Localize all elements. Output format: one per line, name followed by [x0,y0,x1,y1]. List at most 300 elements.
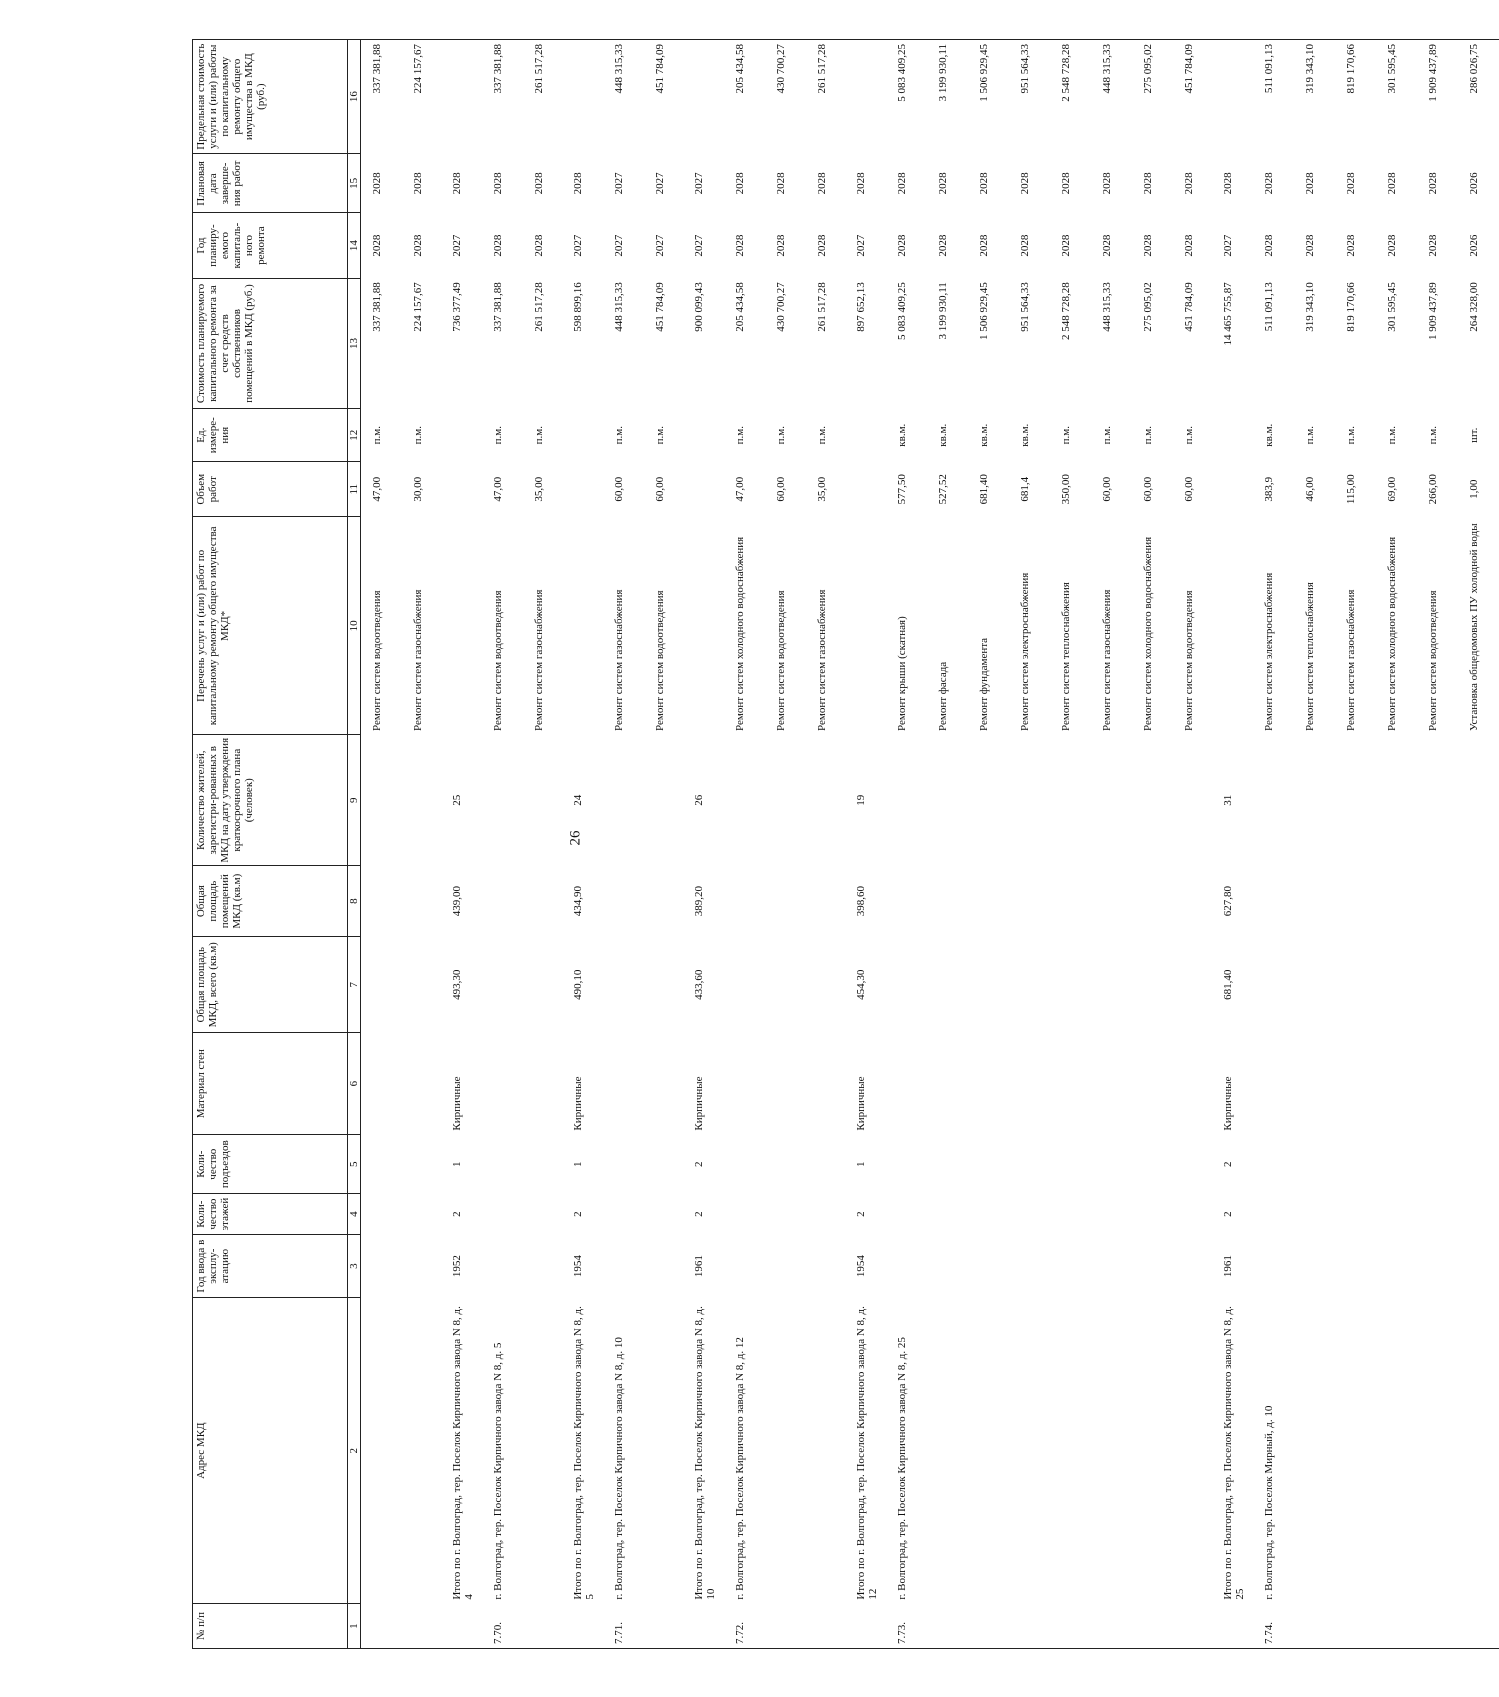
work-volume-cell: 47,00 [492,476,504,502]
work-type-cell: Ремонт систем газоснабжения [1345,589,1357,731]
wall-material-cell: Кирпичные [572,1076,584,1131]
unit-cell: шт. [1468,427,1480,443]
header-cell: № п/п [193,1604,348,1649]
floors-cell [1253,1194,1294,1235]
residents-cell: 31 [1222,794,1234,806]
row-number: 7.74. [1253,1604,1294,1649]
residents-cell [1417,735,1458,866]
total-area-cell [1376,937,1417,1033]
table-row [402,40,443,1649]
floors-cell [482,1194,523,1235]
completion-date-cell: 2028 [937,172,949,195]
table-row [361,40,403,1649]
entrances-cell: 2 [1222,1161,1234,1167]
max-cost-cell: 337 381,88 [482,40,523,154]
row-number: 7.72. [724,1604,765,1649]
residents-cell [644,735,685,866]
row-number [1050,1604,1091,1649]
row-number [523,1604,564,1649]
total-area-cell [765,937,806,1033]
unit-cell: п.м. [1386,426,1398,445]
column-number: 3 [348,1235,361,1298]
year-cell [1294,1235,1335,1298]
floors-cell [1417,1194,1458,1235]
column-number: 13 [348,278,361,409]
row-number [1132,1604,1173,1649]
total-area-cell [402,937,443,1033]
row-number [402,1604,443,1649]
entrances-cell [1376,1135,1417,1194]
work-type-cell: Ремонт систем газоснабжения [613,589,625,731]
work-volume-cell: 681,40 [978,474,990,505]
unit-cell: п.м. [734,426,746,445]
page-number: 26 [567,830,584,846]
cost-cell: 14 465 755,87 [1222,282,1234,346]
completion-date-cell: 2028 [855,172,867,195]
residents-cell: 26 [693,794,705,806]
wall-material-cell [1173,1033,1214,1135]
residents-cell [1376,735,1417,866]
repair-year-cell: 2028 [492,234,504,257]
address-cell [402,1298,443,1604]
total-row [564,40,603,1649]
total-area-cell: 490,10 [572,969,584,1000]
total-area-cell [1009,937,1050,1033]
cost-cell: 451 784,09 [654,282,666,332]
max-cost-cell: 261 517,28 [523,40,564,154]
row-number: 7.71. [603,1604,644,1649]
work-volume-cell: 60,00 [1101,476,1113,502]
unit-cell: п.м. [1427,426,1439,445]
total-row [847,40,886,1649]
unit-cell [564,409,603,462]
max-cost-cell: 337 381,88 [361,40,403,154]
address-cell [644,1298,685,1604]
work-type-cell: Ремонт систем водоотведения [654,590,666,731]
row-number [1458,1604,1499,1649]
entrances-cell: 2 [693,1161,705,1167]
work-type-cell: Ремонт систем газоснабжения [412,589,424,731]
total-area-cell: 681,40 [1222,969,1234,1000]
table-row [927,40,968,1649]
address-cell [1335,1298,1376,1604]
wall-material-cell [1253,1033,1294,1135]
completion-date-cell: 2028 [734,172,746,195]
repair-year-cell: 2028 [533,234,545,257]
row-number [1335,1604,1376,1649]
premises-area-cell [644,865,685,936]
entrances-cell [1132,1135,1173,1194]
completion-date-cell: 2027 [613,172,625,195]
unit-cell [847,409,886,462]
entrances-cell [361,1135,403,1194]
premises-area-cell [1173,865,1214,936]
completion-date-cell: 2028 [1101,172,1113,195]
floors-cell [1009,1194,1050,1235]
repair-year-cell: 2028 [937,234,949,257]
cost-cell: 1 909 437,89 [1427,282,1439,340]
row-number [564,1604,603,1649]
entrances-cell [886,1135,927,1194]
cost-cell: 897 652,13 [855,282,867,332]
entrances-cell: 1 [855,1161,867,1167]
total-area-cell [523,937,564,1033]
repair-year-cell: 2028 [816,234,828,257]
header-cell: Количество жителей, зарегистри-рованных в МКД на дату утверждения краткосрочного плана (человек) [193,735,348,866]
work-type-cell [685,517,724,735]
year-cell [806,1235,847,1298]
entrances-cell [482,1135,523,1194]
cost-cell: 900 099,43 [693,282,705,332]
completion-date-cell: 2028 [1345,172,1357,195]
unit-cell: кв.м. [937,423,949,447]
unit-cell [443,409,482,462]
row-number: 7.70. [482,1604,523,1649]
wall-material-cell [644,1033,685,1135]
wall-material-cell [765,1033,806,1135]
address-cell: Итого по г. Волгоград, тер. Поселок Кирпичного завода N 8, д. 5 [572,1306,596,1600]
row-number [847,1604,886,1649]
cost-cell: 511 091,13 [1263,282,1275,332]
premises-area-cell [927,865,968,936]
floors-cell [1050,1194,1091,1235]
row-number [685,1604,724,1649]
total-area-cell: 433,60 [693,969,705,1000]
completion-date-cell: 2028 [572,172,584,195]
cost-cell: 1 506 929,45 [978,282,990,340]
header-cell: Стоимость планируемого капитального ремонта за счет средств собственников помещений в МКД (руб.) [193,278,348,409]
wall-material-cell: Кирпичные [1222,1076,1234,1131]
header-cell: Коли-чество этажей [193,1194,348,1235]
completion-date-cell: 2026 [1468,172,1480,195]
completion-date-cell: 2028 [412,172,424,195]
total-area-cell [1294,937,1335,1033]
premises-area-cell [1253,865,1294,936]
wall-material-cell [1009,1033,1050,1135]
cost-cell: 598 899,16 [572,282,584,332]
table-row [523,40,564,1649]
address-cell [765,1298,806,1604]
floors-cell: 2 [1222,1211,1234,1217]
wall-material-cell [968,1033,1009,1135]
wall-material-cell [523,1033,564,1135]
work-volume-cell: 350,00 [1060,474,1072,505]
work-type-cell: Ремонт фасада [937,661,949,731]
table-row [1091,40,1132,1649]
premises-area-cell [402,865,443,936]
floors-cell: 2 [451,1211,463,1217]
floors-cell [361,1194,403,1235]
address-cell [927,1298,968,1604]
year-cell [1376,1235,1417,1298]
repair-plan-table [192,39,1499,1649]
row-number [927,1604,968,1649]
repair-year-cell: 2028 [1304,234,1316,257]
row-number [1214,1604,1253,1649]
table-row [1294,40,1335,1649]
row-number [968,1604,1009,1649]
entrances-cell [1335,1135,1376,1194]
completion-date-cell: 2028 [1019,172,1031,195]
premises-area-cell [1132,865,1173,936]
table-row [1335,40,1376,1649]
work-volume-cell: 69,00 [1386,476,1398,502]
column-number: 2 [348,1298,361,1604]
completion-date-cell: 2028 [1142,172,1154,195]
max-cost-cell: 275 095,02 [1132,40,1173,154]
wall-material-cell [1294,1033,1335,1135]
work-type-cell: Ремонт систем холодного водоснабжения [1386,536,1398,731]
premises-area-cell [523,865,564,936]
repair-year-cell: 2028 [775,234,787,257]
wall-material-cell [402,1033,443,1135]
unit-cell: кв.м. [1263,423,1275,447]
entrances-cell [927,1135,968,1194]
premises-area-cell [1050,865,1091,936]
year-cell [644,1235,685,1298]
residents-cell [968,735,1009,866]
table-row [1376,40,1417,1649]
unit-cell: п.м. [492,426,504,445]
premises-area-cell [765,865,806,936]
wall-material-cell [1376,1033,1417,1135]
residents-cell [523,735,564,866]
total-area-cell [1050,937,1091,1033]
max-cost-cell [1214,40,1253,154]
residents-cell [927,735,968,866]
premises-area-cell: 434,90 [572,886,584,917]
work-type-cell [847,517,886,735]
work-type-cell [443,517,482,735]
floors-cell: 2 [855,1211,867,1217]
year-cell [765,1235,806,1298]
floors-cell [968,1194,1009,1235]
header-cell: Плановая дата заверше-ния работ [193,154,348,213]
unit-cell: п.м. [1101,426,1113,445]
year-cell: 1954 [855,1255,867,1278]
completion-date-cell: 2028 [451,172,463,195]
address-cell: г. Волгоград, тер. Поселок Кирпичного завода N 8, д. 12 [734,1337,746,1600]
repair-year-cell: 2028 [1060,234,1072,257]
floors-cell [806,1194,847,1235]
max-cost-cell [443,40,482,154]
completion-date-cell: 2028 [1304,172,1316,195]
cost-cell: 224 157,67 [412,282,424,332]
address-cell: г. Волгоград, тер. Поселок Кирпичного завода N 8, д. 10 [613,1337,625,1600]
header-row [193,40,348,1649]
repair-year-cell: 2028 [1427,234,1439,257]
entrances-cell [1458,1135,1499,1194]
header-cell: Материал стен [193,1033,348,1135]
cost-cell: 448 315,33 [613,282,625,332]
residents-cell: 25 [451,794,463,806]
unit-cell: кв.м. [978,423,990,447]
total-area-cell [482,937,523,1033]
wall-material-cell [482,1033,523,1135]
max-cost-cell [847,40,886,154]
entrances-cell [1050,1135,1091,1194]
residents-cell [1009,735,1050,866]
address-cell [361,1298,403,1604]
premises-area-cell [1091,865,1132,936]
cost-cell: 736 377,49 [451,282,463,332]
premises-area-cell [482,865,523,936]
work-volume-cell: 35,00 [816,476,828,502]
max-cost-cell: 1 909 437,89 [1417,40,1458,154]
work-type-cell: Ремонт систем водоотведения [371,590,383,731]
entrances-cell [765,1135,806,1194]
repair-year-cell: 2028 [1263,234,1275,257]
premises-area-cell: 627,80 [1222,886,1234,917]
total-row [1214,40,1253,1649]
row-number [361,1604,403,1649]
row-number [765,1604,806,1649]
total-area-cell: 454,30 [855,969,867,1000]
floors-cell [1173,1194,1214,1235]
work-volume-cell: 60,00 [1183,476,1195,502]
work-volume-cell: 60,00 [613,476,625,502]
header-cell: Адрес МКД [193,1298,348,1604]
table-row [724,40,765,1649]
table-body [361,40,1499,1649]
completion-date-cell: 2028 [775,172,787,195]
column-number: 11 [348,462,361,517]
wall-material-cell [886,1033,927,1135]
max-cost-cell: 451 784,09 [1173,40,1214,154]
work-type-cell: Ремонт систем холодного водоснабжения [734,536,746,731]
address-cell [968,1298,1009,1604]
address-cell: г. Волгоград, тер. Поселок Кирпичного завода N 8, д. 5 [492,1342,504,1600]
work-volume-cell [564,462,603,517]
repair-year-cell: 2027 [855,234,867,257]
address-cell [1173,1298,1214,1604]
total-area-cell [724,937,765,1033]
repair-year-cell: 2027 [1222,234,1234,257]
total-area-cell [1173,937,1214,1033]
max-cost-cell [564,40,603,154]
premises-area-cell [361,865,403,936]
entrances-cell [724,1135,765,1194]
residents-cell [482,735,523,866]
year-cell [361,1235,403,1298]
entrances-cell [1417,1135,1458,1194]
max-cost-cell: 5 083 409,25 [886,40,927,154]
row-number [1294,1604,1335,1649]
header-cell: Предельная стоимость услуги и (или) работы по капитальному ремонту общего имущества в МКД (руб.) [193,40,348,154]
unit-cell: п.м. [613,426,625,445]
residents-cell [1294,735,1335,866]
premises-area-cell: 389,20 [693,886,705,917]
total-area-cell [806,937,847,1033]
work-volume-cell: 60,00 [654,476,666,502]
year-cell: 1961 [1222,1255,1234,1278]
residents-cell: 19 [855,794,867,806]
entrances-cell [1253,1135,1294,1194]
work-type-cell: Ремонт систем холодного водоснабжения [1142,536,1154,731]
work-volume-cell: 383,9 [1263,476,1275,502]
header-cell: Общая площадь помещений МКД (кв.м) [193,865,348,936]
premises-area-cell [1294,865,1335,936]
max-cost-cell: 430 700,27 [765,40,806,154]
cost-cell: 2 548 728,28 [1060,282,1072,340]
work-volume-cell [443,462,482,517]
repair-year-cell: 2028 [1386,234,1398,257]
cost-cell: 319 343,10 [1304,282,1316,332]
max-cost-cell: 286 026,75 [1458,40,1499,154]
work-type-cell: Ремонт фундамента [978,637,990,731]
work-type-cell: Ремонт систем электроснабжения [1263,572,1275,731]
work-volume-cell: 47,00 [371,476,383,502]
entrances-cell [1009,1135,1050,1194]
year-cell [724,1235,765,1298]
table-row [968,40,1009,1649]
completion-date-cell: 2028 [1263,172,1275,195]
cost-cell: 301 595,45 [1386,282,1398,332]
work-type-cell: Ремонт систем газоснабжения [533,589,545,731]
table-row [806,40,847,1649]
cost-cell: 5 083 409,25 [896,282,908,340]
premises-area-cell [806,865,847,936]
max-cost-cell: 261 517,28 [806,40,847,154]
premises-area-cell [968,865,1009,936]
residents-cell [1253,735,1294,866]
total-area-cell [361,937,403,1033]
residents-cell [1091,735,1132,866]
table-row [644,40,685,1649]
unit-cell: п.м. [1304,426,1316,445]
max-cost-cell: 224 157,67 [402,40,443,154]
floors-cell: 2 [572,1211,584,1217]
column-number: 10 [348,517,361,735]
entrances-cell [644,1135,685,1194]
total-area-cell: 493,30 [451,969,463,1000]
work-volume-cell: 527,52 [937,474,949,505]
wall-material-cell [603,1033,644,1135]
cost-cell: 261 517,28 [816,282,828,332]
work-type-cell: Установка общедомовых ПУ холодной воды [1468,523,1480,731]
residents-cell [1173,735,1214,866]
premises-area-cell [1335,865,1376,936]
floors-cell [927,1194,968,1235]
total-area-cell [1253,937,1294,1033]
entrances-cell [1294,1135,1335,1194]
table-row [1173,40,1214,1649]
floors-cell [644,1194,685,1235]
row-number [644,1604,685,1649]
total-area-cell [1417,937,1458,1033]
address-cell [806,1298,847,1604]
year-cell [1417,1235,1458,1298]
wall-material-cell [1132,1033,1173,1135]
table-row [1253,40,1294,1649]
total-area-cell [886,937,927,1033]
completion-date-cell: 2028 [533,172,545,195]
work-volume-cell [685,462,724,517]
year-cell [482,1235,523,1298]
total-area-cell [927,937,968,1033]
work-type-cell: Ремонт крыши (скатная) [896,616,908,731]
repair-year-cell: 2028 [1019,234,1031,257]
total-area-cell [968,937,1009,1033]
column-number: 12 [348,409,361,462]
year-cell [1009,1235,1050,1298]
address-cell: Итого по г. Волгоград, тер. Поселок Кирпичного завода N 8, д. 25 [1222,1306,1246,1600]
unit-cell: п.м. [775,426,787,445]
year-cell: 1954 [572,1255,584,1278]
premises-area-cell [1417,865,1458,936]
year-cell [1458,1235,1499,1298]
year-cell [1173,1235,1214,1298]
